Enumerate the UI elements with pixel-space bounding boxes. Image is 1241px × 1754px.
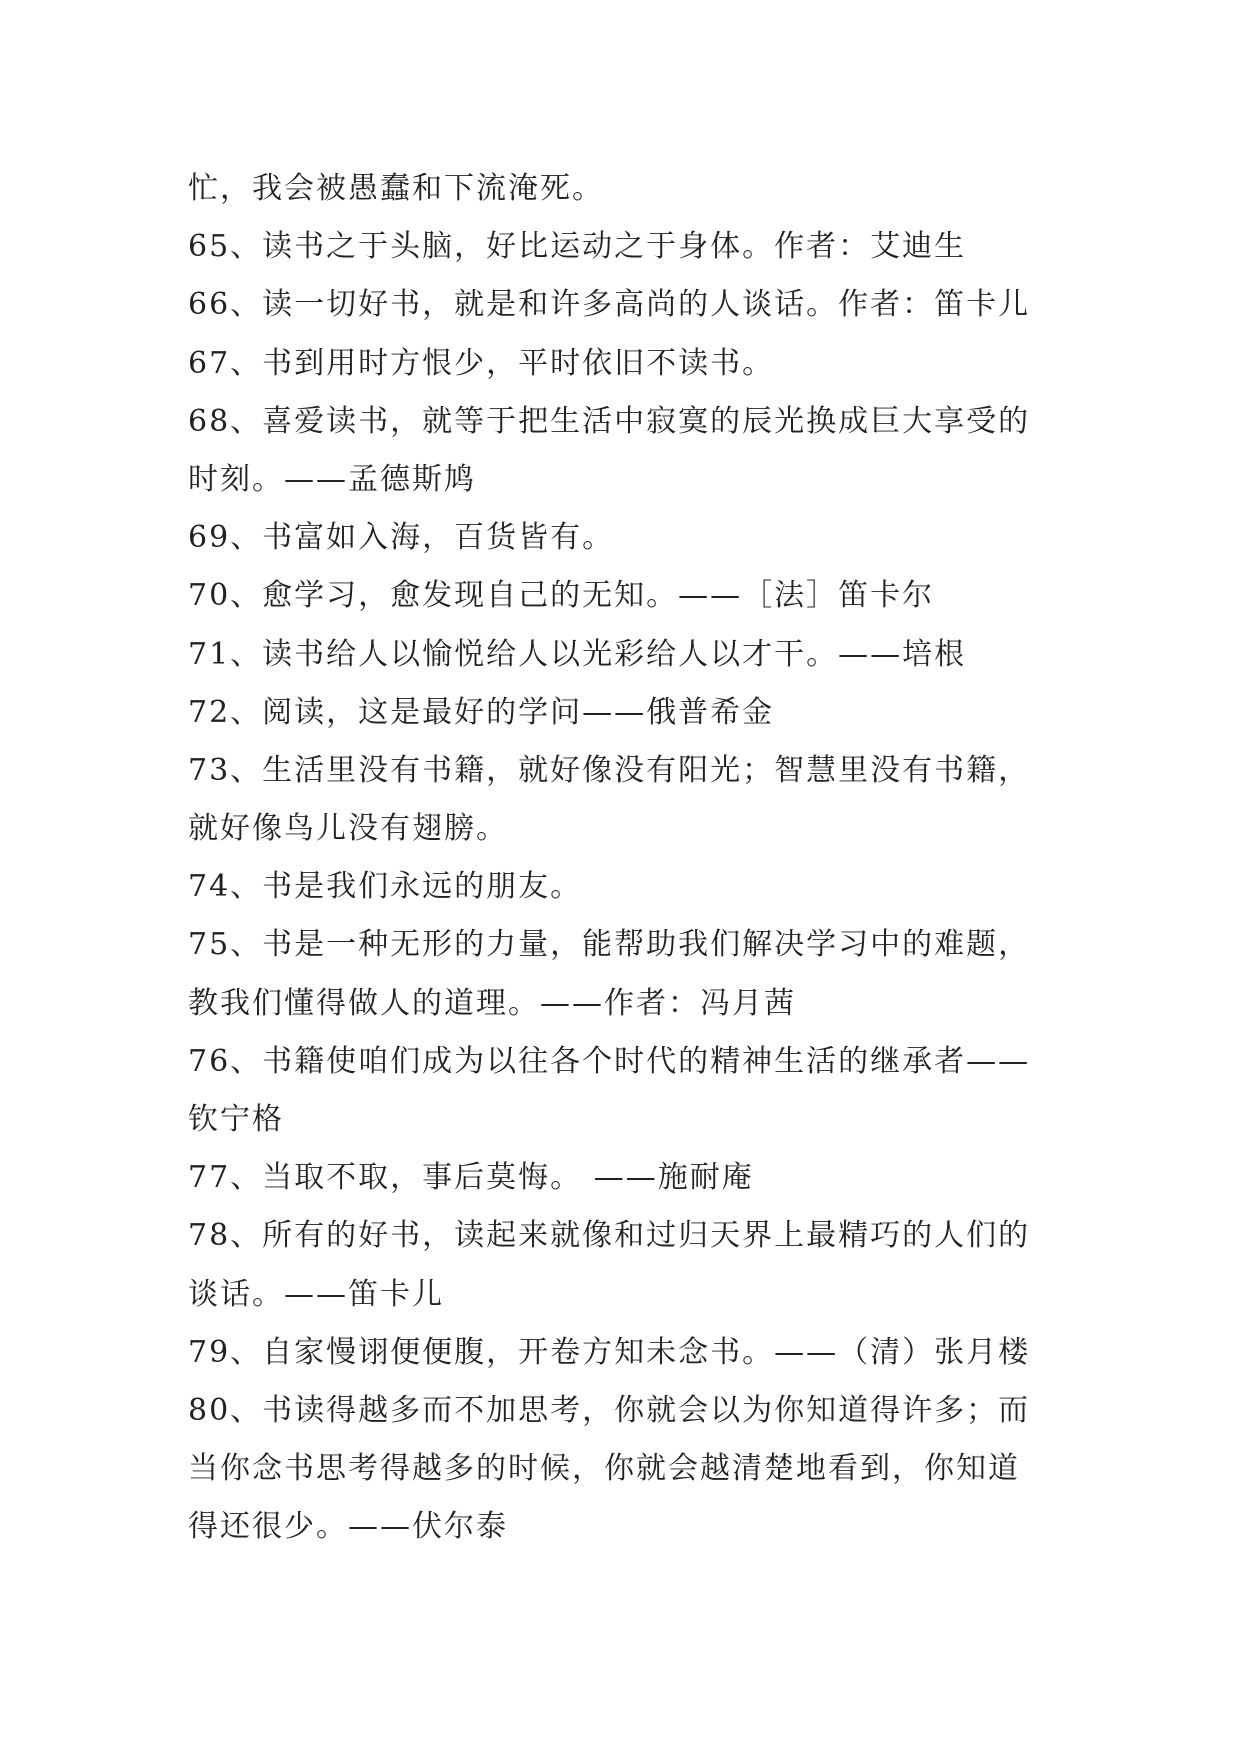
text-line: 谈话。——笛卡儿 xyxy=(188,1276,444,1312)
text-line: 74、书是我们永远的朋友。 xyxy=(188,869,583,905)
text-line: 79、自家慢诩便便腹，开卷方知未念书。——（清）张月楼 xyxy=(188,1334,1031,1370)
text-line: 教我们懂得做人的道理。——作者：冯月茜 xyxy=(188,985,796,1021)
text-line: 时刻。——孟德斯鸠 xyxy=(188,461,476,497)
text-line: 69、书富如入海，百货皆有。 xyxy=(188,520,615,556)
text-line: 78、所有的好书，读起来就像和过归天界上最精巧的人们的 xyxy=(188,1218,1031,1254)
text-line: 66、读一切好书，就是和许多高尚的人谈话。作者：笛卡儿 xyxy=(188,287,1031,323)
text-line: 76、书籍使咱们成为以往各个时代的精神生活的继承者—— xyxy=(188,1043,1031,1079)
text-line: 忙，我会被愚蠢和下流淹死。 xyxy=(188,171,604,206)
text-line: 当你念书思考得越多的时候，你就会越清楚地看到，你知道 xyxy=(188,1451,1020,1487)
text-line: 67、书到用时方恨少，平时依旧不读书。 xyxy=(188,345,775,381)
text-line: 得还很少。——伏尔泰 xyxy=(188,1509,508,1545)
text-line: 80、书读得越多而不加思考，你就会以为你知道得许多；而 xyxy=(188,1392,1031,1428)
text-line: 73、生活里没有书籍，就好像没有阳光；智慧里没有书籍， xyxy=(188,752,1031,788)
text-line: 就好像鸟儿没有翅膀。 xyxy=(188,811,508,847)
text-line: 75、书是一种无形的力量，能帮助我们解决学习中的难题， xyxy=(188,927,1031,963)
document-body xyxy=(188,160,1068,1557)
text-line: 77、当取不取，事后莫悔。 ——施耐庵 xyxy=(188,1160,754,1196)
text-line: 71、读书给人以愉悦给人以光彩给人以才干。——培根 xyxy=(188,636,967,672)
text-line: 70、愈学习，愈发现自己的无知。——［法］笛卡尔 xyxy=(188,578,935,614)
text-line: 72、阅读，这是最好的学问——俄普希金 xyxy=(188,694,775,730)
text-line: 68、喜爱读书，就等于把生活中寂寞的辰光换成巨大享受的 xyxy=(188,403,1031,439)
text-line: 65、读书之于头脑，好比运动之于身体。作者：艾迪生 xyxy=(188,229,967,265)
text-line: 钦宁格 xyxy=(188,1102,284,1137)
